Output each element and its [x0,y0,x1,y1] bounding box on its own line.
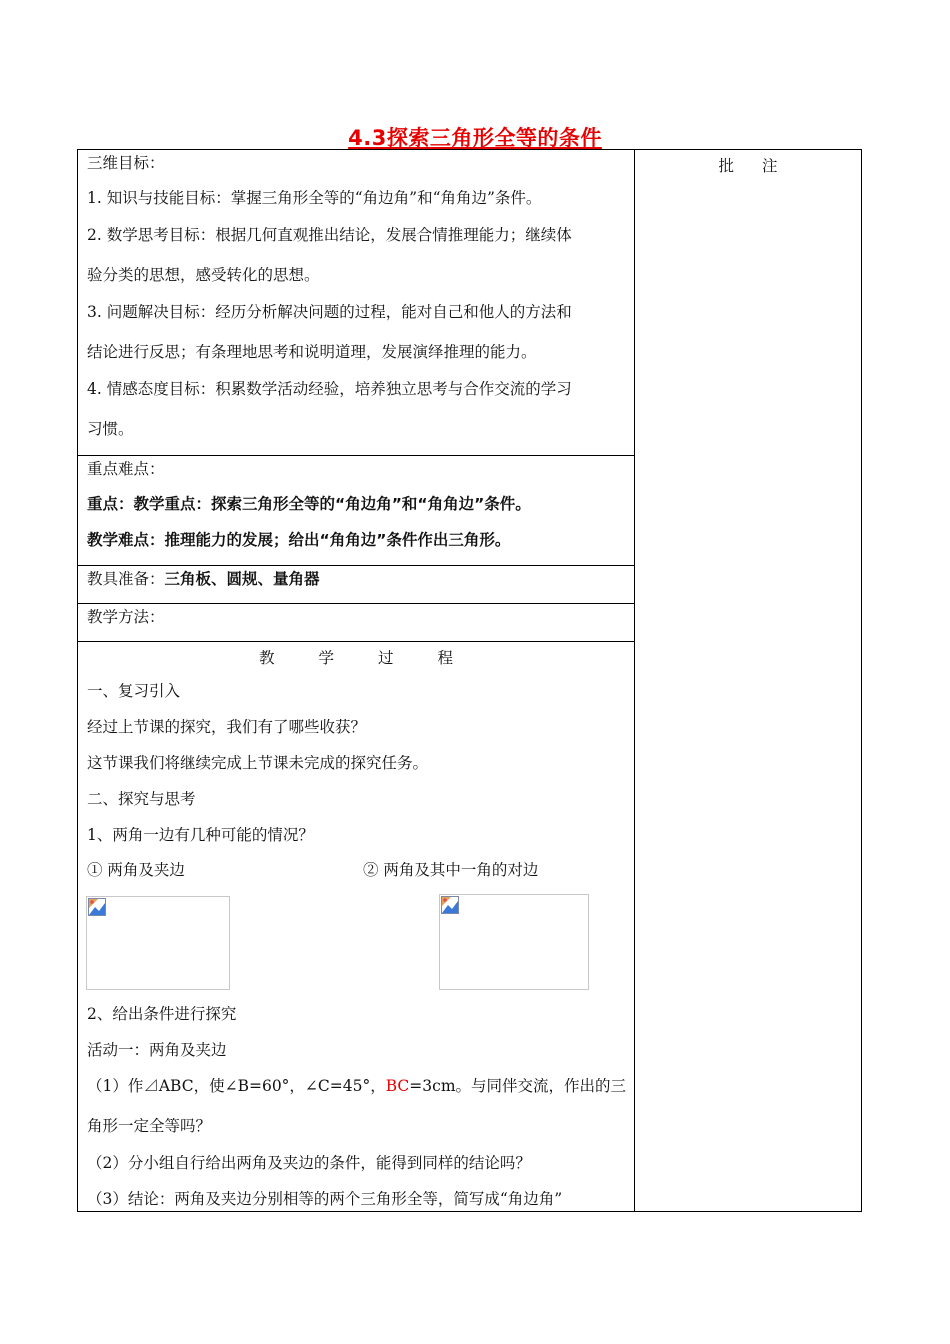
annotation-header: 批注 [718,157,806,175]
objective-1: 1. 知识与技能目标：掌握三角形全等的“角边角”和“角角边”条件。 [87,189,542,207]
figure-placeholder [439,894,589,990]
objective-2-line-1: 2. 数学思考目标：根据几何直观推出结论，发展合情推理能力；继续体 [87,226,572,244]
section-2-title: 二、探究与思考 [87,790,196,808]
tools-row [87,569,320,589]
question-2: 2、给出条件进行探究 [87,1005,237,1023]
case-1-label: ① 两角及夹边 [87,861,185,879]
row-divider [77,455,635,456]
question-1: 1、两角一边有几种可能的情况？ [87,826,314,844]
step-1-highlight: BC [385,1077,410,1095]
process-heading-char: 教 [258,649,275,667]
column-divider [634,149,635,1212]
objective-3-line-2: 结论进行反思；有条理地思考和说明道理，发展演绎推理的能力。 [87,343,537,361]
tools-value: 三角板、圆规、量角器 [164,570,320,588]
objective-4-line-2: 习惯。 [87,420,134,438]
objectives-heading: 三维目标： [87,154,165,172]
key-difficulty: 教学难点：推理能力的发展；给出“角角边”条件作出三角形。 [87,531,511,549]
broken-image-icon [441,896,459,914]
process-heading-char: 学 [318,649,334,667]
section-1-title: 一、复习引入 [87,682,181,700]
step-1-pre: （1）作⊿ABC，使∠B=60°，∠C=45°， [87,1077,386,1095]
step-3: （3）结论：两角及夹边分别相等的两个三角形全等，简写成“角边角” [87,1190,563,1208]
objective-4-line-1: 4. 情感态度目标：积累数学活动经验，培养独立思考与合作交流的学习 [87,380,572,398]
process-heading [77,646,635,668]
key-points-heading: 重点难点： [87,460,165,478]
section-1-line-1: 经过上节课的探究，我们有了哪些收获？ [87,718,367,736]
tools-label: 教具准备： [87,570,165,588]
key-focus: 重点：教学重点：探索三角形全等的“角边角”和“角角边”条件。 [87,495,531,513]
row-divider [77,641,635,642]
step-1-post: =3cm。与同伴交流，作出的三 [409,1077,627,1095]
section-1-line-2: 这节课我们将继续完成上节课未完成的探究任务。 [87,754,429,772]
figure-placeholder [86,896,230,990]
method-label: 教学方法： [87,608,165,626]
row-divider [77,603,635,604]
row-divider [77,565,635,566]
process-heading-char: 程 [437,649,454,667]
step-2: （2）分小组自行给出两角及夹边的条件，能得到同样的结论吗？ [87,1154,531,1172]
process-heading-char: 过 [378,649,394,667]
objective-3-line-1: 3. 问题解决目标：经历分析解决问题的过程，能对自己和他人的方法和 [87,303,572,321]
case-2-label: ② 两角及其中一角的对边 [363,861,539,879]
broken-image-icon [88,898,106,916]
page-title: 4.3探索三角形全等的条件 [348,126,602,150]
activity-1-title: 活动一：两角及夹边 [87,1041,227,1059]
objective-2-line-2: 验分类的思想，感受转化的思想。 [87,266,320,284]
step-1-line-1 [87,1076,626,1096]
step-1-line-2: 角形一定全等吗？ [87,1117,212,1135]
